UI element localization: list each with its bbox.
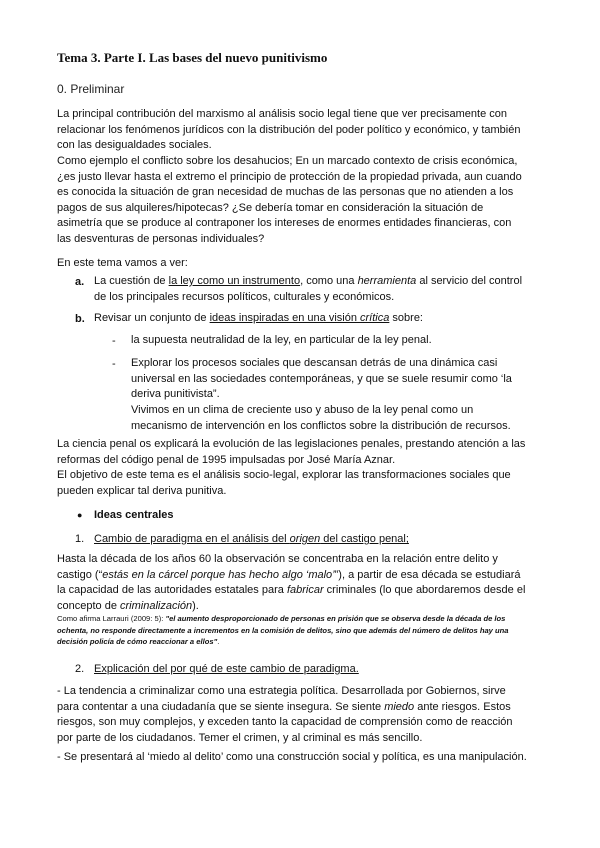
- sub-dash-1: -: [112, 335, 116, 347]
- ideas-heading: Ideas centrales: [94, 509, 174, 521]
- heading-1: Cambio de paradigma en el análisis del origen del castigo penal;: [94, 533, 409, 545]
- heading-number-1: 1.: [75, 533, 85, 545]
- sub-item-2: Explorar los procesos sociales que descansan detrás de una dinámica casi universal en las sociedades contemporáneas, y que se suele resumir como ‘la deriva punitivista”.: [131, 357, 512, 401]
- intro-paragraph: La principal contribución del marxismo al análisis socio legal tiene que ver precisamente con relacionar los fenómenos jurídicos con la distribución del poder político y económico, y también con las desigualdades sociales.: [57, 108, 521, 152]
- sub-item-2-continued: Vivimos en un clima de creciente uso y abuso de la ley penal como un mecanismo de intervención en los conflictos sobre la distribución de recursos.: [131, 404, 511, 432]
- paragraph-3: La ciencia penal os explicará la evolución de las legislaciones penales, prestando atención a las reformas del código penal de 1995 impulsadas por José María Aznar.: [57, 438, 526, 466]
- sub-dash-2: -: [112, 358, 116, 370]
- bullet-icon: ●: [77, 510, 83, 520]
- quote-larrauri: Como afirma Larrauri (2009: 5): "el aumento desproporcionado de personas en prisión que se observa desde la década de los ochenta, no responde directamente a incrementos en la comisión de delitos, sino que además del número de delitos hay una decisión policía de cómo reaccionar a ellos".: [57, 614, 509, 647]
- list-marker-a: a.: [75, 276, 85, 288]
- heading-2: Explicación del por qué de este cambio de paradigma.: [94, 663, 359, 675]
- list-item-a: La cuestión de la ley como un instrumento, como una herramienta al servicio del control de los principales recursos políticos, culturales y económicos.: [94, 275, 523, 303]
- paragraph-4: El objetivo de este tema es el análisis socio-legal, explorar las transformaciones sociales que pueden explicar tal deriva punitiva.: [57, 469, 511, 497]
- heading-number-2: 2.: [75, 663, 85, 675]
- intro-paragraph-2: Como ejemplo el conflicto sobre los desahucios; En un marcado contexto de crisis económica, ¿es justo llevar hasta el extremo el principio de protección de la propiedad privada, aun cuando es conocida la situación de gran necesidad de muchas de las personas que no atienden a los pagos de sus alquileres/hipotecas? ¿Se debería tomar en consideración la situación de asimetría que se produce al contraponer los intereses de enormes entidades financieras, con las desventuras de personas individuales?: [57, 155, 522, 245]
- paragraph-7: - Se presentará al ‘miedo al delito’ como una construcción social y política, es una manipulación.: [57, 751, 527, 763]
- list-item-b: Revisar un conjunto de ideas inspiradas en una visión crítica sobre:: [94, 312, 423, 324]
- sub-item-1: la supuesta neutralidad de la ley, en particular de la ley penal.: [131, 334, 432, 346]
- document-title: Tema 3. Parte I. Las bases del nuevo punitivismo: [57, 50, 328, 65]
- paragraph-5: Hasta la década de los años 60 la observación se concentraba en la relación entre delito y castigo (“estás en la cárcel porque has hecho algo ‘malo’”), a partir de esa década se estudiará la capacidad de las autoridades estatales para fabricar criminales (lo que abordaremos desde el concepto de criminalización).: [57, 553, 526, 612]
- list-marker-b: b.: [75, 313, 85, 325]
- paragraph-6: - La tendencia a criminalizar como una estrategia política. Desarrollada por Gobiernos, sirve para contentar a una ciudadanía que se siente insegura. Se siente miedo ante riesgos. Estos riesgos, son muy complejos, y exceden tanto la capacidad de comprensión como de reacción por parte de los ciudadanos. Temer el crimen, y al criminal es más sencillo.: [57, 685, 513, 744]
- lead-text: En este tema vamos a ver:: [57, 257, 188, 269]
- section-heading: 0. Preliminar: [57, 82, 125, 96]
